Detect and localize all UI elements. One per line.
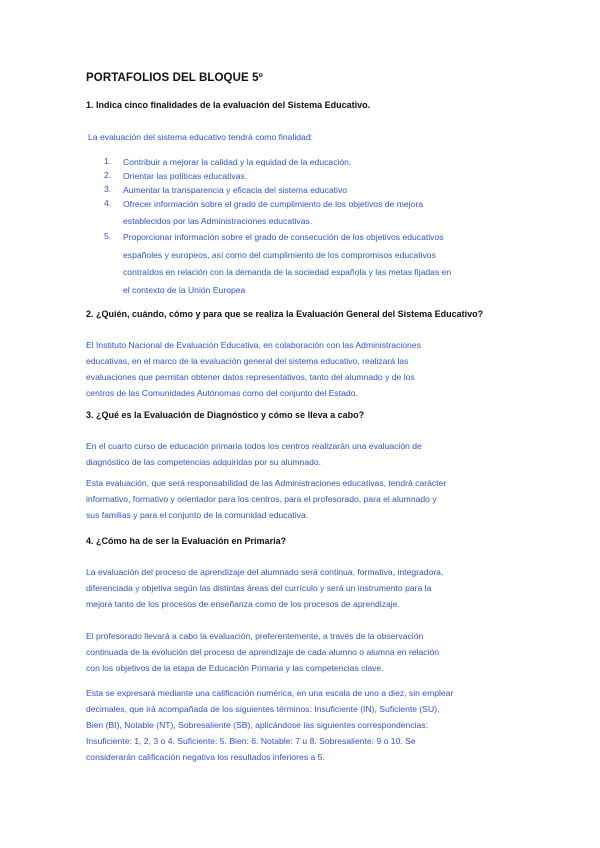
question-3-heading: 3. ¿Qué es la Evaluación de Diagnóstico y cómo se lleva a cabo? bbox=[86, 410, 365, 420]
text-line: considerarán calificación negativa los resultados inferiores a 5. bbox=[86, 752, 325, 762]
text-line: Bien (BI), Notable (NT), Sobresaliente (SB), aplicándose las siguientes correspondencias: bbox=[86, 720, 429, 730]
text-line: con los objetivos de la etapa de Educación Primaria y las competencias clave. bbox=[86, 663, 384, 673]
text-line: En el cuarto curso de educación primaria todos los centros realizarán una evaluación de bbox=[86, 441, 422, 451]
list-item-number: 4. bbox=[104, 198, 112, 208]
list-item-number: 3. bbox=[104, 184, 112, 194]
list-item-text: Aumentar la transparencia y eficacia del sistema educativo bbox=[123, 185, 348, 195]
text-line: mejora tanto de los procesos de enseñanza como de los procesos de aprendizaje. bbox=[86, 599, 400, 609]
text-line: continuada de la evolución del proceso de aprendizaje de cada alumno o alumna en relación bbox=[86, 647, 440, 657]
question-1-heading: 1. Indica cinco finalidades de la evaluación del Sistema Educativo. bbox=[86, 100, 371, 110]
text-line: Esta evaluación, que será responsabilidad de las Administraciones educativas, tendrá carácter bbox=[86, 478, 447, 488]
question-4-paragraph-1 bbox=[86, 564, 443, 612]
text-line: Esta se expresará mediante una calificación numérica, en una escala de uno a diez, sin emplear bbox=[86, 688, 454, 698]
text-line: La evaluación del proceso de aprendizaje del alumnado será continua, formativa, integradora, bbox=[86, 567, 444, 577]
list-item-number: 2. bbox=[104, 170, 112, 180]
question-2-answer bbox=[86, 337, 421, 401]
text-line: centros de las Comunidades Autónomas como del conjunto del Estado. bbox=[86, 388, 358, 398]
list-item-text: Orientar las políticas educativas. bbox=[123, 171, 248, 181]
question-3-paragraph-1 bbox=[86, 438, 422, 470]
text-line: diferenciada y objetiva según las distintas áreas del currículo y será un instrumento para la bbox=[86, 583, 432, 593]
list-item-number: 1. bbox=[104, 156, 112, 166]
text-line: El Instituto Nacional de Evaluación Educativa, en colaboración con las Administraciones bbox=[86, 340, 421, 350]
list-item-text: el contexto de la Unión Europea bbox=[123, 285, 246, 295]
text-line: Insuficiente: 1, 2, 3 o 4. Suficiente: 5. Bien: 6. Notable: 7 u 8. Sobresaliente: 9 o 10. Se bbox=[86, 736, 416, 746]
question-3-paragraph-2 bbox=[86, 475, 446, 523]
list-item-text: contraídos en relación con la demanda de la sociedad española y las metas fijadas en bbox=[123, 267, 452, 277]
list-item-text: Ofrecer información sobre el grado de cumplimiento de los objetivos de mejora bbox=[123, 199, 423, 209]
list-item-text: españoles y europeos, así como del cumplimiento de los compromisos educativos bbox=[123, 250, 436, 260]
list-item-number: 5. bbox=[104, 231, 112, 241]
list-item-text: establecidos por las Administraciones educativas. bbox=[123, 216, 313, 226]
text-line: informativo, formativo y orientador para los centros, para el profesorado, para el alumnado y bbox=[86, 494, 437, 504]
question-1-intro: La evaluación del sistema educativo tendrá como finalidad: bbox=[88, 132, 314, 142]
question-4-paragraph-3 bbox=[86, 685, 453, 765]
question-2-heading: 2. ¿Quién, cuándo, cómo y para que se realiza la Evaluación General del Sistema Educativo? bbox=[86, 309, 484, 319]
text-line: decimales, que irá acompañada de los siguientes términos: Insuficiente (IN), Suficiente (SU), bbox=[86, 704, 440, 714]
question-4-heading: 4. ¿Cómo ha de ser la Evaluación en Primaria? bbox=[86, 536, 287, 546]
list-item-text: Contribuir a mejorar la calidad y la equidad de la educación. bbox=[123, 157, 352, 167]
text-line: evaluaciones que permitan obtener datos representativos, tanto del alumnado y de los bbox=[86, 372, 415, 382]
page-title: PORTAFOLIOS DEL BLOQUE 5º bbox=[86, 72, 263, 84]
text-line: El profesorado llevará a cabo la evaluación, preferentemente, a través de la observación bbox=[86, 631, 424, 641]
text-line: educativas, en el marco de la evaluación general del sistema educativo, realizará las bbox=[86, 356, 409, 366]
text-line: sus familias y para el conjunto de la comunidad educativa. bbox=[86, 510, 309, 520]
text-line: diagnóstico de las competencias adquiridas por su alumnado. bbox=[86, 457, 322, 467]
list-item-text: Proporcionar información sobre el grado de consecución de los objetivos educativos bbox=[123, 232, 444, 242]
question-4-paragraph-2 bbox=[86, 628, 439, 676]
